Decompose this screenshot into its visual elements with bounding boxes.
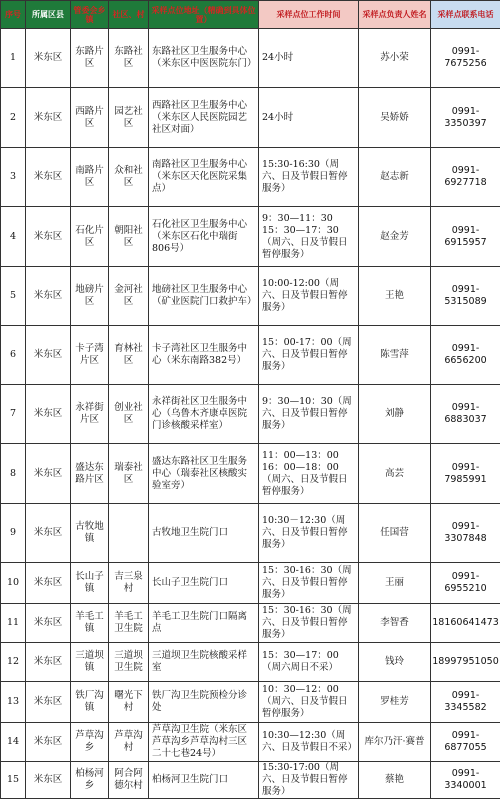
- cell-no: 8: [1, 444, 26, 504]
- table-row: [1, 148, 500, 207]
- cell-no: 3: [1, 148, 26, 207]
- header-row: [1, 1, 500, 29]
- cell-area: 铁厂沟镇: [71, 682, 109, 723]
- cell-district: 米东区: [26, 504, 71, 563]
- cell-address: 永祥街社区卫生服务中心（乌鲁木齐康卓医院门诊核酸采样室）: [149, 385, 259, 444]
- cell-hours: 11：00—13：00 16：00—18：00（周六、日及节假日暂停服务）: [259, 444, 359, 504]
- cell-area: 柏杨河乡: [71, 762, 109, 799]
- cell-district: 米东区: [26, 148, 71, 207]
- table-body: [1, 29, 500, 799]
- cell-no: 9: [1, 504, 26, 563]
- cell-phone: 0991-6656200: [431, 326, 500, 385]
- cell-phone: 0991-3350397: [431, 88, 500, 148]
- cell-manager: 陈雪萍: [359, 326, 431, 385]
- cell-community: 朝阳社区: [109, 207, 149, 267]
- cell-hours: 24小时: [259, 88, 359, 148]
- cell-district: 米东区: [26, 682, 71, 723]
- cell-manager: 赵金芳: [359, 207, 431, 267]
- cell-community: 金河社区: [109, 267, 149, 326]
- cell-hours: 15：30-16：30（周六、日及节假日暂停服务）: [259, 563, 359, 604]
- cell-district: 米东区: [26, 643, 71, 682]
- cell-address: 盛达东路社区卫生服务中心（瑞泰社区核酸实验室旁）: [149, 444, 259, 504]
- cell-manager: 任国营: [359, 504, 431, 563]
- cell-community: 曙光下村: [109, 682, 149, 723]
- cell-community: 芦草沟村: [109, 723, 149, 762]
- table-row: [1, 29, 500, 88]
- cell-community: 育林社区: [109, 326, 149, 385]
- cell-district: 米东区: [26, 762, 71, 799]
- header-area: 管委会乡镇: [71, 1, 109, 29]
- cell-no: 4: [1, 207, 26, 267]
- cell-address: 铁厂沟卫生院预检分诊处: [149, 682, 259, 723]
- cell-manager: 李智香: [359, 604, 431, 643]
- cell-district: 米东区: [26, 326, 71, 385]
- cell-district: 米东区: [26, 207, 71, 267]
- cell-hours: 15：30-16：30（周六、日及节假日暂停服务）: [259, 604, 359, 643]
- cell-manager: 刘静: [359, 385, 431, 444]
- cell-hours: 15：30—17：00（周六周日不采）: [259, 643, 359, 682]
- cell-district: 米东区: [26, 88, 71, 148]
- cell-address: 羊毛工卫生院门口隔离点: [149, 604, 259, 643]
- cell-manager: 蔡艳: [359, 762, 431, 799]
- cell-address: 南路社区卫生服务中心（米东区天化医院采集点）: [149, 148, 259, 207]
- cell-no: 1: [1, 29, 26, 88]
- cell-phone: 0991-7985991: [431, 444, 500, 504]
- cell-manager: 赵志新: [359, 148, 431, 207]
- table-row: [1, 385, 500, 444]
- cell-area: 长山子镇: [71, 563, 109, 604]
- cell-phone: 0991-3345582: [431, 682, 500, 723]
- cell-no: 5: [1, 267, 26, 326]
- cell-area: 永祥街片区: [71, 385, 109, 444]
- table-row: [1, 723, 500, 762]
- cell-no: 10: [1, 563, 26, 604]
- cell-community: 创业社区: [109, 385, 149, 444]
- cell-area: 羊毛工镇: [71, 604, 109, 643]
- header-phone: 采样点联系电话: [431, 1, 500, 29]
- cell-hours: 9：30—11：30 15：30—17：30（周六、日及节假日暂停服务）: [259, 207, 359, 267]
- cell-district: 米东区: [26, 723, 71, 762]
- cell-no: 6: [1, 326, 26, 385]
- cell-area: 三道坝镇: [71, 643, 109, 682]
- cell-address: 古牧地卫生院门口: [149, 504, 259, 563]
- cell-address: 地磅社区卫生服务中心（矿业医院门口救护车）: [149, 267, 259, 326]
- cell-no: 15: [1, 762, 26, 799]
- cell-area: 石化片区: [71, 207, 109, 267]
- table-row: [1, 88, 500, 148]
- cell-address: 石化社区卫生服务中心（米东区石化中瑞街806号）: [149, 207, 259, 267]
- cell-no: 13: [1, 682, 26, 723]
- header-manager: 采样点负责人姓名: [359, 1, 431, 29]
- cell-no: 2: [1, 88, 26, 148]
- cell-community: 三道坝卫生院: [109, 643, 149, 682]
- cell-phone: 0991-3307848: [431, 504, 500, 563]
- cell-phone: 0991-6955210: [431, 563, 500, 604]
- table-row: [1, 504, 500, 563]
- cell-phone: 0991-6877055: [431, 723, 500, 762]
- cell-district: 米东区: [26, 267, 71, 326]
- cell-area: 古牧地镇: [71, 504, 109, 563]
- cell-district: 米东区: [26, 29, 71, 88]
- cell-area: 地磅片区: [71, 267, 109, 326]
- cell-manager: 罗桂芳: [359, 682, 431, 723]
- table-row: [1, 643, 500, 682]
- cell-area: 西路片区: [71, 88, 109, 148]
- cell-address: 东路社区卫生服务中心（米东区中医医院东门）: [149, 29, 259, 88]
- cell-address: 芦草沟卫生院（米东区芦草沟乡芦草沟村三区二十七巷24号）: [149, 723, 259, 762]
- cell-phone: 18997951050: [431, 643, 500, 682]
- cell-community: 阿合阿德尔村: [109, 762, 149, 799]
- table-row: [1, 267, 500, 326]
- cell-manager: 库尔乃汗·赛普: [359, 723, 431, 762]
- cell-no: 7: [1, 385, 26, 444]
- cell-area: 东路片区: [71, 29, 109, 88]
- header-hours: 采样点位工作时间: [259, 1, 359, 29]
- cell-community: 东路社区: [109, 29, 149, 88]
- cell-hours: 24小时: [259, 29, 359, 88]
- cell-hours: 15:30-17:00（周六、日及节假日暂停服务）: [259, 762, 359, 799]
- cell-community: 园艺社区: [109, 88, 149, 148]
- cell-manager: 苏小荣: [359, 29, 431, 88]
- cell-area: 芦草沟乡: [71, 723, 109, 762]
- cell-hours: 15：00-17：00（周六、日及节假日暂停服务）: [259, 326, 359, 385]
- table-row: [1, 682, 500, 723]
- cell-address: 长山子卫生院门口: [149, 563, 259, 604]
- cell-community: 羊毛工卫生院: [109, 604, 149, 643]
- header-community: 社区、村: [109, 1, 149, 29]
- cell-phone: 0991-6883037: [431, 385, 500, 444]
- cell-phone: 0991-7675256: [431, 29, 500, 88]
- cell-district: 米东区: [26, 444, 71, 504]
- table-row: [1, 604, 500, 643]
- cell-district: 米东区: [26, 385, 71, 444]
- cell-address: 柏杨河卫生院门口: [149, 762, 259, 799]
- cell-area: 盛达东路片区: [71, 444, 109, 504]
- cell-hours: 10:30—12:30（周六、日及节假日不采）: [259, 723, 359, 762]
- cell-community: 众和社区: [109, 148, 149, 207]
- cell-hours: 10：30—12：00（周六、日及节假日暂停服务）: [259, 682, 359, 723]
- table-row: [1, 326, 500, 385]
- table-row: [1, 762, 500, 799]
- cell-manager: 王丽: [359, 563, 431, 604]
- cell-hours: 9：30—10：30（周六、日及节假日暂停服务）: [259, 385, 359, 444]
- cell-address: 卡子湾社区卫生服务中心（米东南路382号）: [149, 326, 259, 385]
- cell-manager: 高芸: [359, 444, 431, 504]
- cell-community: [109, 504, 149, 563]
- cell-no: 14: [1, 723, 26, 762]
- cell-address: 三道坝卫生院核酸采样室: [149, 643, 259, 682]
- header-address: 采样点位地址（精确到具体位置）: [149, 1, 259, 29]
- cell-hours: 10:30－12:30（周六、日及节假日暂停服务）: [259, 504, 359, 563]
- cell-hours: 15:30-16:30（周六、日及节假日暂停服务）: [259, 148, 359, 207]
- cell-address: 西路社区卫生服务中心（米东区人民医院园艺社区对面）: [149, 88, 259, 148]
- cell-manager: 钱玲: [359, 643, 431, 682]
- table-row: [1, 207, 500, 267]
- cell-no: 12: [1, 643, 26, 682]
- cell-community: 瑞泰社区: [109, 444, 149, 504]
- cell-community: 吉三泉村: [109, 563, 149, 604]
- cell-phone: 0991-3340001: [431, 762, 500, 799]
- cell-phone: 0991-5315089: [431, 267, 500, 326]
- table-row: [1, 444, 500, 504]
- cell-phone: 18160641473: [431, 604, 500, 643]
- cell-manager: 王艳: [359, 267, 431, 326]
- table-row: [1, 563, 500, 604]
- cell-hours: 10:00-12:00（周六、日及节假日暂停服务）: [259, 267, 359, 326]
- cell-no: 11: [1, 604, 26, 643]
- cell-manager: 吴娇娇: [359, 88, 431, 148]
- header-district: 所属区县: [26, 1, 71, 29]
- cell-district: 米东区: [26, 563, 71, 604]
- header-no: 序号: [1, 1, 26, 29]
- cell-district: 米东区: [26, 604, 71, 643]
- cell-phone: 0991-6915957: [431, 207, 500, 267]
- cell-area: 南路片区: [71, 148, 109, 207]
- cell-area: 卡子湾片区: [71, 326, 109, 385]
- cell-phone: 0991-6927718: [431, 148, 500, 207]
